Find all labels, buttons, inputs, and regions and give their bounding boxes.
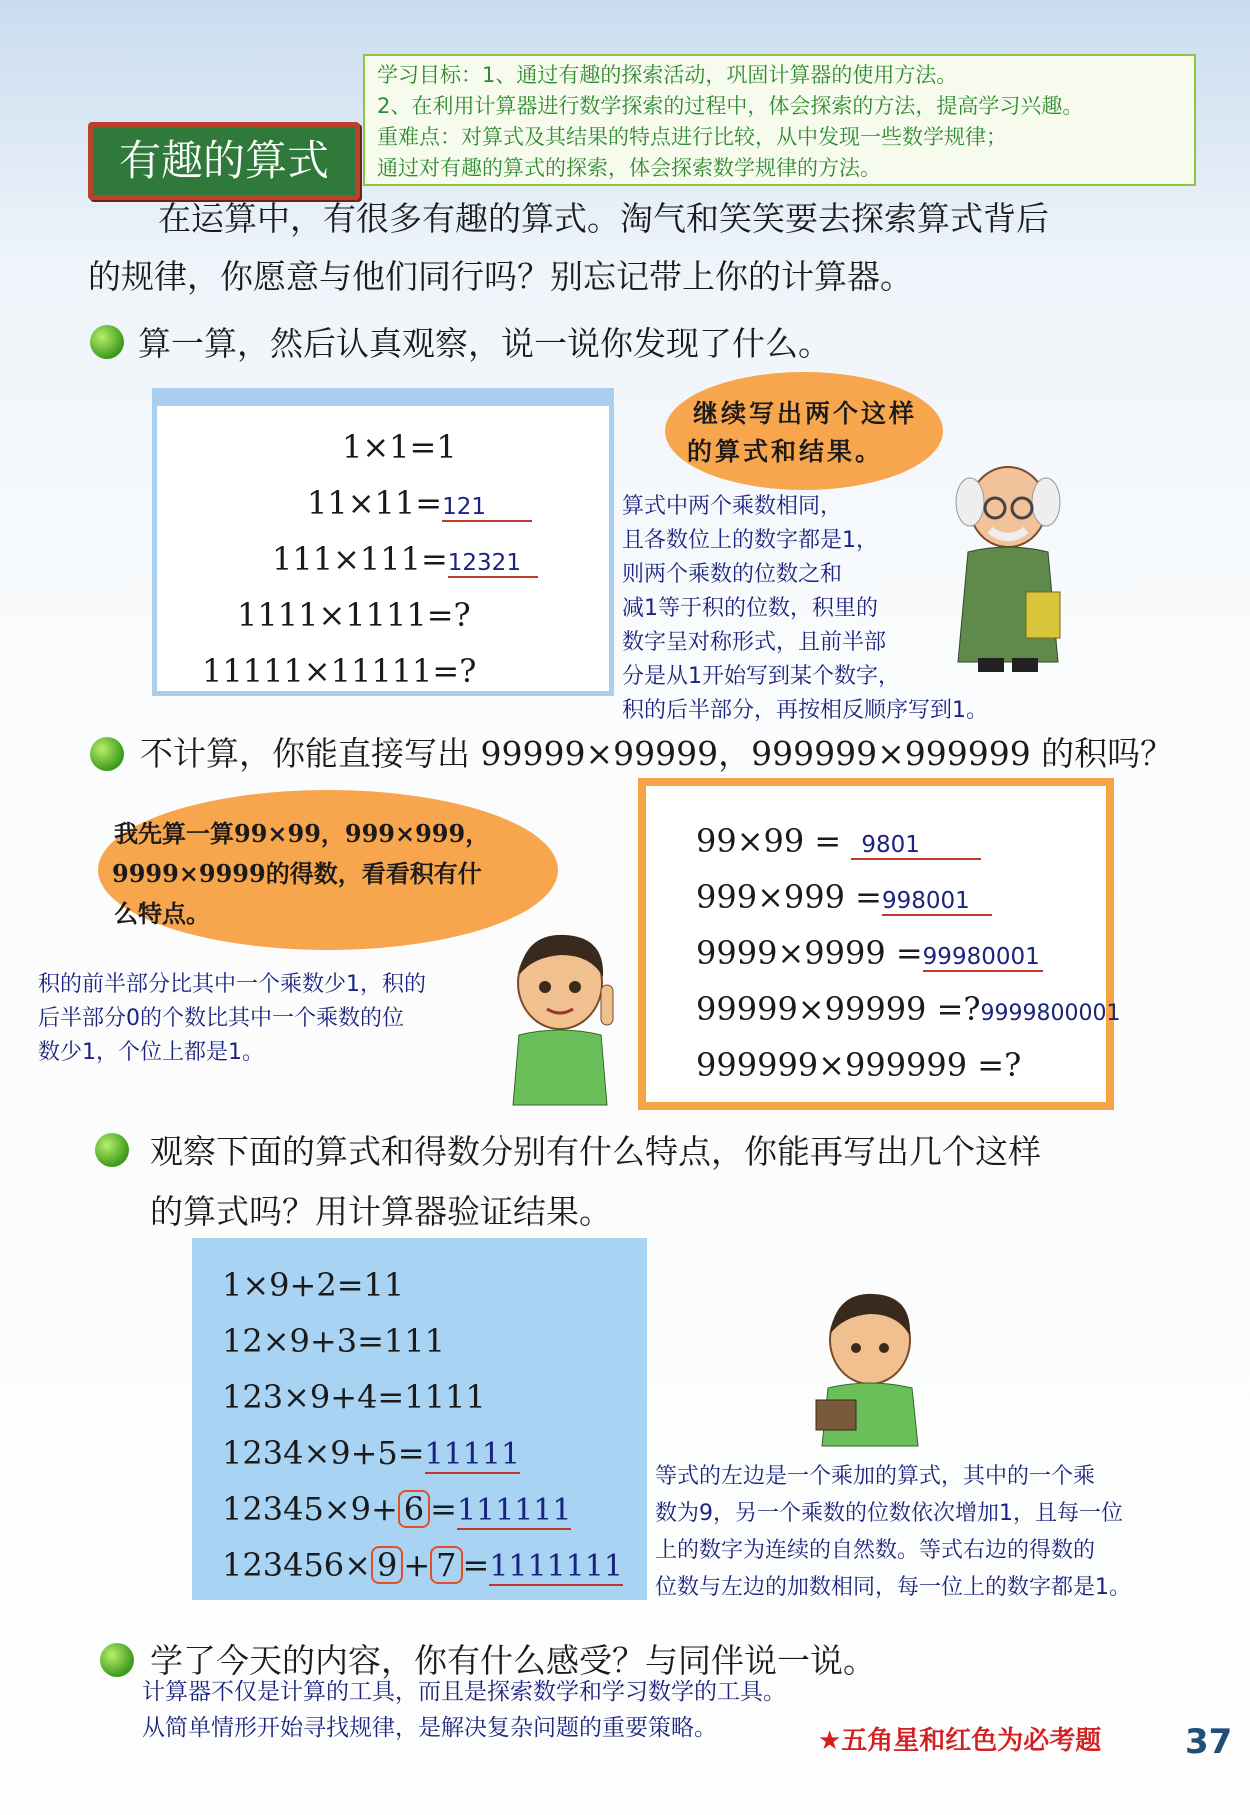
equation: 1111×1111=?: [237, 596, 471, 634]
page-title: 有趣的算式: [88, 122, 360, 200]
note-line: 积的前半部分比其中一个乘数少1，积的: [38, 972, 426, 997]
intro-line-1: 在运算中，有很多有趣的算式。淘气和笑笑要去探索算式背后: [158, 199, 1049, 238]
equation: [696, 990, 1121, 1028]
boy-calculator-illustration: [808, 1288, 938, 1448]
equation: [696, 878, 992, 916]
objective-line: 重难点：对算式及其结果的特点进行比较，从中发现一些数学规律；: [377, 125, 1007, 149]
circled-number: 9: [371, 1546, 403, 1584]
equation: [307, 484, 532, 522]
equation: [272, 540, 538, 578]
equation-expr: 999×999 =: [696, 878, 882, 916]
bullet-icon: [90, 325, 124, 359]
equation: [222, 1490, 571, 1530]
equation-expr: 99999×99999 =?: [696, 990, 981, 1028]
equation-answer: 998001: [882, 888, 992, 916]
notebook-section1: [152, 388, 614, 696]
section4-question: 学了今天的内容，你有什么感受？与同伴说一说。: [150, 1641, 876, 1680]
learning-objectives: [363, 54, 1196, 186]
note-line: 等式的左边是一个乘加的算式，其中的一个乘: [655, 1464, 1096, 1489]
section4-answer-line-1: 计算器不仅是计算的工具，而且是探索数学和学习数学的工具。: [142, 1679, 786, 1705]
exam-note: ★五角星和红色为必考题: [818, 1726, 1102, 1756]
note-line: 算式中两个乘数相同，: [622, 494, 843, 519]
bubble-line: 的算式和结果。: [687, 437, 884, 466]
equation: 12×9+3=111: [222, 1322, 445, 1360]
teacher-note: [622, 490, 988, 728]
equation-expr: 123456×: [222, 1546, 371, 1584]
section2-question: 不计算，你能直接写出 99999×99999，999999×999999 的积吗？: [140, 734, 1174, 773]
note-line: 数少1，个位上都是1。: [38, 1040, 264, 1065]
section1-question: 算一算，然后认真观察，说一说你发现了什么。: [138, 324, 831, 363]
bubble-line: 9999×9999的得数，看看积有什: [112, 859, 482, 888]
section3-note: [655, 1458, 1131, 1606]
bullet-icon: [100, 1643, 134, 1677]
note-line: 减1等于积的位数，积里的: [622, 596, 878, 621]
equation-answer: 1111111: [489, 1549, 623, 1584]
bullet-icon: [95, 1133, 129, 1167]
equation: [222, 1546, 623, 1586]
equation: [696, 934, 1043, 972]
equation-answer: 121: [442, 494, 532, 522]
boy-illustration: [495, 925, 635, 1115]
note-line: 后半部分0的个数比其中一个乘数的位: [38, 1006, 404, 1031]
note-line: 位数与左边的加数相同，每一位上的数字都是1。: [655, 1575, 1131, 1600]
bubble-line: 继续写出两个这样: [693, 399, 918, 428]
page-number: 37: [1185, 1722, 1233, 1762]
equals-sign: =: [430, 1490, 457, 1528]
plus-sign: +: [403, 1546, 431, 1584]
note-line: 数为9，另一个乘数的位数依次增加1，且每一位: [655, 1501, 1123, 1526]
note-line: 且各数位上的数字都是1，: [622, 528, 878, 553]
circled-number: 7: [430, 1546, 462, 1584]
bubble-line: 么特点。: [114, 899, 210, 928]
equation: [696, 822, 981, 860]
equation-answer: 11111: [424, 1437, 521, 1472]
section4-answer-line-2: 从简单情形开始寻找规律，是解决复杂问题的重要策略。: [142, 1715, 717, 1741]
bubble-line: 我先算一算99×99，999×999，: [114, 819, 490, 848]
section3-question-line-1: 观察下面的算式和得数分别有什么特点，你能再写出几个这样: [150, 1132, 1041, 1171]
equation-answer: 99980001: [923, 944, 1043, 972]
equation-answer: 9999800001: [980, 1001, 1121, 1026]
objective-line: 通过对有趣的算式的探索，体会探索数学规律的方法。: [377, 156, 881, 180]
equation-expr: 9999×9999 =: [696, 934, 923, 972]
equation: 1×1=1: [342, 428, 457, 466]
intro-line-2: 的规律，你愿意与他们同行吗？别忘记带上你的计算器。: [88, 257, 913, 296]
equation: 11111×11111=?: [202, 652, 477, 690]
equation-answer: 9801: [851, 832, 981, 860]
blue-notebook: [192, 1238, 647, 1600]
equation: 1×9+2=11: [222, 1266, 405, 1304]
equation-expr: 111×111=: [272, 540, 448, 578]
section3-question-line-2: 的算式吗？用计算器验证结果。: [150, 1192, 612, 1231]
equation: 999999×999999 =?: [696, 1046, 1022, 1084]
equals-sign: =: [462, 1546, 490, 1584]
note-line: 分是从1开始写到某个数字，: [622, 664, 900, 689]
equation-expr: 12345×9+: [222, 1490, 398, 1528]
speech-bubble-boy: [98, 790, 558, 950]
circled-number: 6: [398, 1490, 430, 1528]
objective-line: 学习目标：1、通过有趣的探索活动，巩固计算器的使用方法。: [377, 63, 958, 87]
equation-expr: 1234×9+5=: [222, 1434, 425, 1472]
objective-line: 2、在利用计算器进行数学探索的过程中，体会探索的方法，提高学习兴趣。: [377, 94, 1084, 118]
speech-bubble-teacher: [665, 372, 943, 490]
note-line: 则两个乘数的位数之和: [622, 562, 843, 587]
equation-answer: 12321: [448, 550, 538, 578]
equation: [222, 1434, 520, 1474]
equation-answer: 111111: [456, 1493, 572, 1528]
boy-note: [38, 968, 426, 1070]
note-line: 积的后半部分，再按相反顺序写到1。: [622, 698, 988, 723]
orange-notebook: [638, 778, 1121, 1110]
equation-expr: 99×99 =: [696, 822, 842, 860]
note-line: 上的数字为连续的自然数。等式右边的得数的: [655, 1538, 1096, 1563]
bullet-icon: [90, 737, 124, 771]
equation-expr: 11×11=: [307, 484, 443, 522]
equation: 123×9+4=1111: [222, 1378, 486, 1416]
note-line: 数字呈对称形式，且前半部: [622, 630, 887, 655]
